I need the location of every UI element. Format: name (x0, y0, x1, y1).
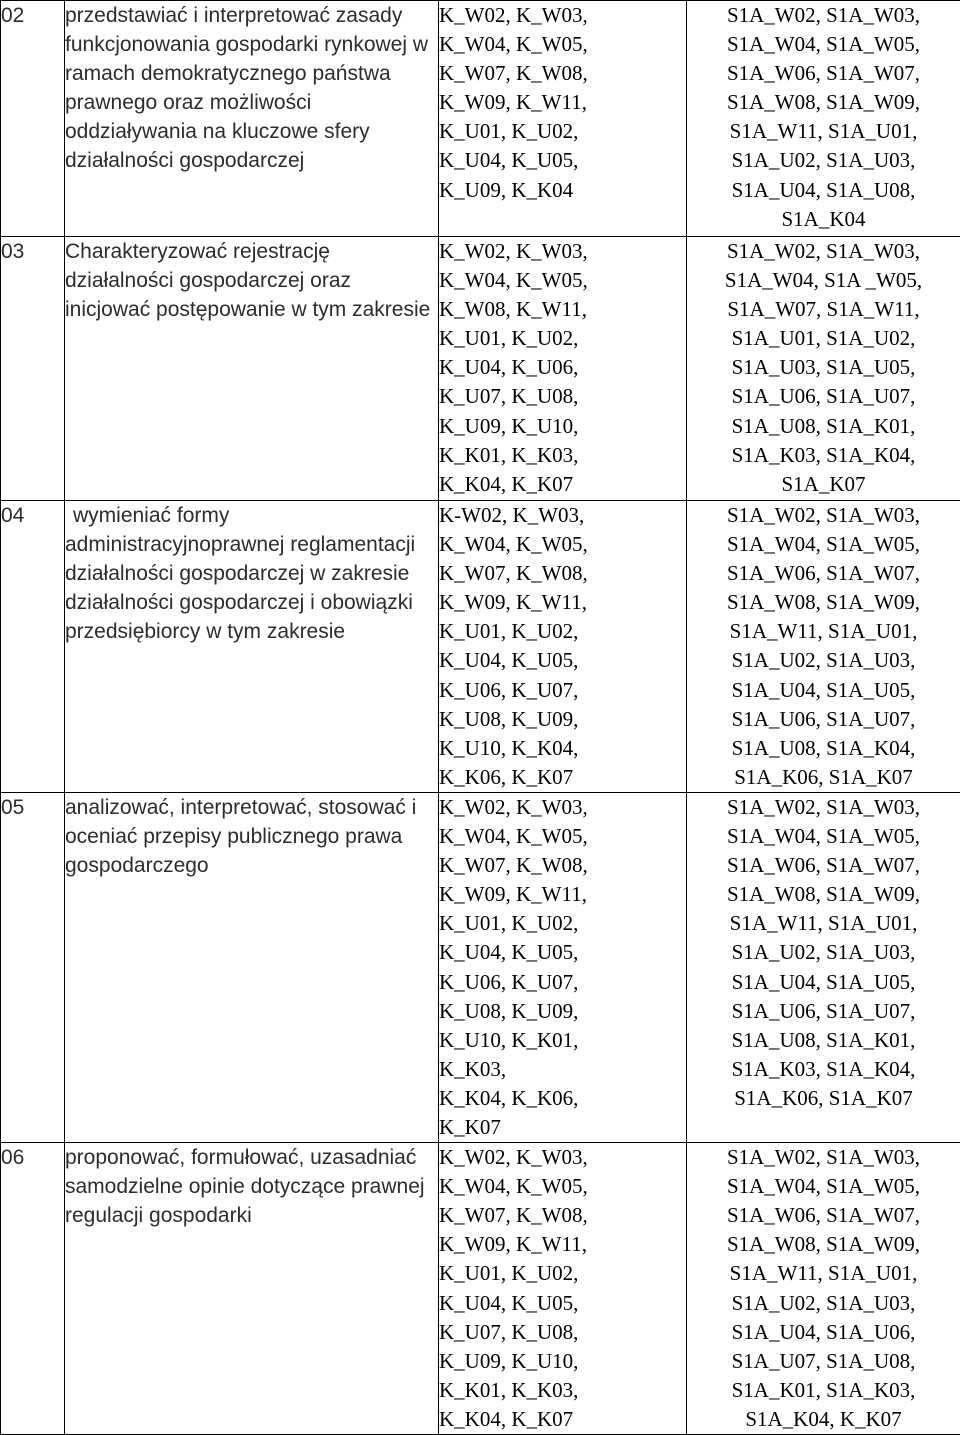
code-line: S1A_K01, S1A_K03, (687, 1376, 960, 1405)
code-line: K_K01, K_K03, (439, 1376, 686, 1405)
code-line: K_W02, K_W03, (439, 1143, 686, 1172)
code-line: S1A_U08, S1A_K01, (687, 1026, 960, 1055)
code-line: S1A_W08, S1A_W09, (687, 1230, 960, 1259)
outcome-description: przedstawiać i interpretować zasady funkcjonowania gospodarki rynkowej w ramach demokratycznego państwa prawnego oraz możliwości oddziaływania na kluczowe sfery działalności gospodarczej (65, 1, 439, 237)
code-line: K_K01, K_K03, (439, 441, 686, 470)
code-line: S1A_U08, S1A_K01, (687, 412, 960, 441)
code-line: S1A_K06, S1A_K07 (687, 1084, 960, 1113)
code-line: K_U01, K_U02, (439, 324, 686, 353)
code-line: K_U04, K_U06, (439, 353, 686, 382)
code-line: K-W02, K_W03, (439, 501, 686, 530)
code-line: S1A_W08, S1A_W09, (687, 88, 960, 117)
code-line: K_K04, K_K06, (439, 1084, 686, 1113)
code-line: K_W04, K_W05, (439, 30, 686, 59)
code-line: K_U01, K_U02, (439, 909, 686, 938)
code-line: S1A_U04, S1A_U05, (687, 968, 960, 997)
field-outcome-codes (439, 1, 687, 237)
outcome-number: 04 (1, 501, 65, 793)
outcome-number: 02 (1, 1, 65, 237)
code-line: K_K06, K_K07 (439, 763, 686, 792)
code-line: K_U04, K_U05, (439, 646, 686, 675)
code-line: K_K03, (439, 1055, 686, 1084)
code-line: S1A_W06, S1A_W07, (687, 851, 960, 880)
outcome-number: 03 (1, 237, 65, 501)
outcome-description: analizować, interpretować, stosować i oceniać przepisy publicznego prawa gospodarczego (65, 792, 439, 1142)
code-line: S1A_U04, S1A_U08, (687, 176, 960, 205)
code-line: K_W07, K_W08, (439, 851, 686, 880)
code-line: K_U01, K_U02, (439, 617, 686, 646)
code-line: K_U04, K_U05, (439, 146, 686, 175)
table-row (1, 501, 960, 793)
code-line: K_U04, K_U05, (439, 938, 686, 967)
code-line: S1A_K07 (687, 470, 960, 499)
code-line: K_W09, K_W11, (439, 880, 686, 909)
code-line: K_W08, K_W11, (439, 295, 686, 324)
code-line: S1A_U02, S1A_U03, (687, 1289, 960, 1318)
field-outcome-codes (439, 792, 687, 1142)
code-line: K_W07, K_W08, (439, 59, 686, 88)
code-line: S1A_W07, S1A_W11, (687, 295, 960, 324)
code-line: S1A_W06, S1A_W07, (687, 1201, 960, 1230)
code-line: S1A_U01, S1A_U02, (687, 324, 960, 353)
field-outcome-codes (439, 1143, 687, 1435)
code-line: S1A_W02, S1A_W03, (687, 793, 960, 822)
code-line: K_W04, K_W05, (439, 530, 686, 559)
code-line: S1A_K04 (687, 205, 960, 234)
code-line: S1A_U02, S1A_U03, (687, 146, 960, 175)
outcome-description: Charakteryzować rejestrację działalności gospodarczej oraz inicjować postępowanie w tym zakresie (65, 237, 439, 501)
code-line: K_U06, K_U07, (439, 676, 686, 705)
code-line: K_W09, K_W11, (439, 88, 686, 117)
code-line: K_W07, K_W08, (439, 559, 686, 588)
code-line: K_W04, K_W05, (439, 822, 686, 851)
code-line: S1A_W06, S1A_W07, (687, 559, 960, 588)
table-row (1, 1143, 960, 1435)
code-line: K_U08, K_U09, (439, 997, 686, 1026)
code-line: K_U10, K_K01, (439, 1026, 686, 1055)
code-line: K_U01, K_U02, (439, 117, 686, 146)
area-outcome-codes (687, 1143, 960, 1435)
code-line: S1A_K03, S1A_K04, (687, 441, 960, 470)
outcome-number: 06 (1, 1143, 65, 1435)
code-line: K_U07, K_U08, (439, 1318, 686, 1347)
code-line: S1A_W08, S1A_W09, (687, 588, 960, 617)
code-line: S1A_W11, S1A_U01, (687, 617, 960, 646)
code-line: K_W02, K_W03, (439, 1, 686, 30)
code-line: K_U09, K_U10, (439, 412, 686, 441)
area-outcome-codes (687, 792, 960, 1142)
table-row (1, 1, 960, 237)
area-outcome-codes (687, 237, 960, 501)
code-line: K_U09, K_U10, (439, 1347, 686, 1376)
area-outcome-codes (687, 501, 960, 793)
code-line: S1A_U03, S1A_U05, (687, 353, 960, 382)
field-outcome-codes (439, 501, 687, 793)
code-line: K_K04, K_K07 (439, 1405, 686, 1434)
code-line: S1A_U06, S1A_U07, (687, 705, 960, 734)
code-line: K_U01, K_U02, (439, 1259, 686, 1288)
code-line: K_K07 (439, 1113, 686, 1142)
code-line: S1A_W02, S1A_W03, (687, 1143, 960, 1172)
outcome-description: wymieniać formy administracyjnoprawnej reglamentacji działalności gospodarczej w zakresie działalności gospodarczej i obowiązki przedsiębiorcy w tym zakresie (65, 501, 439, 793)
outcome-number: 05 (1, 792, 65, 1142)
code-line: K_U04, K_U05, (439, 1289, 686, 1318)
code-line: S1A_W02, S1A_W03, (687, 1, 960, 30)
code-line: S1A_U04, S1A_U06, (687, 1318, 960, 1347)
code-line: S1A_W04, S1A _W05, (687, 266, 960, 295)
code-line: S1A_W04, S1A_W05, (687, 530, 960, 559)
code-line: S1A_W08, S1A_W09, (687, 880, 960, 909)
code-line: S1A_W02, S1A_W03, (687, 501, 960, 530)
code-line: K_W07, K_W08, (439, 1201, 686, 1230)
field-outcome-codes (439, 237, 687, 501)
code-line: K_W02, K_W03, (439, 793, 686, 822)
code-line: K_W09, K_W11, (439, 588, 686, 617)
table-row (1, 237, 960, 501)
code-line: S1A_U06, S1A_U07, (687, 997, 960, 1026)
code-line: S1A_W04, S1A_W05, (687, 822, 960, 851)
code-line: K_U07, K_U08, (439, 382, 686, 411)
code-line: S1A_W11, S1A_U01, (687, 1259, 960, 1288)
code-line: S1A_U06, S1A_U07, (687, 382, 960, 411)
code-line: S1A_K03, S1A_K04, (687, 1055, 960, 1084)
code-line: K_U06, K_U07, (439, 968, 686, 997)
code-line: S1A_W02, S1A_W03, (687, 237, 960, 266)
code-line: K_K04, K_K07 (439, 470, 686, 499)
code-line: S1A_U07, S1A_U08, (687, 1347, 960, 1376)
code-line: S1A_W04, S1A_W05, (687, 30, 960, 59)
code-line: S1A_U02, S1A_U03, (687, 646, 960, 675)
code-line: K_W02, K_W03, (439, 237, 686, 266)
code-line: S1A_K04, K_K07 (687, 1405, 960, 1434)
outcome-description: proponować, formułować, uzasadniać samodzielne opinie dotyczące prawnej regulacji gospodarki (65, 1143, 439, 1435)
code-line: S1A_K06, S1A_K07 (687, 763, 960, 792)
code-line: S1A_W11, S1A_U01, (687, 909, 960, 938)
table-row (1, 792, 960, 1142)
code-line: S1A_W06, S1A_W07, (687, 59, 960, 88)
area-outcome-codes (687, 1, 960, 237)
code-line: K_W09, K_W11, (439, 1230, 686, 1259)
code-line: K_W04, K_W05, (439, 266, 686, 295)
code-line: S1A_U08, S1A_K04, (687, 734, 960, 763)
code-line: K_U09, K_K04 (439, 176, 686, 205)
table-body (1, 1, 960, 1435)
code-line: S1A_U02, S1A_U03, (687, 938, 960, 967)
code-line: S1A_W04, S1A_W05, (687, 1172, 960, 1201)
code-line: S1A_U04, S1A_U05, (687, 676, 960, 705)
code-line: K_U10, K_K04, (439, 734, 686, 763)
code-line: S1A_W11, S1A_U01, (687, 117, 960, 146)
code-line: K_W04, K_W05, (439, 1172, 686, 1201)
code-line: K_U08, K_U09, (439, 705, 686, 734)
